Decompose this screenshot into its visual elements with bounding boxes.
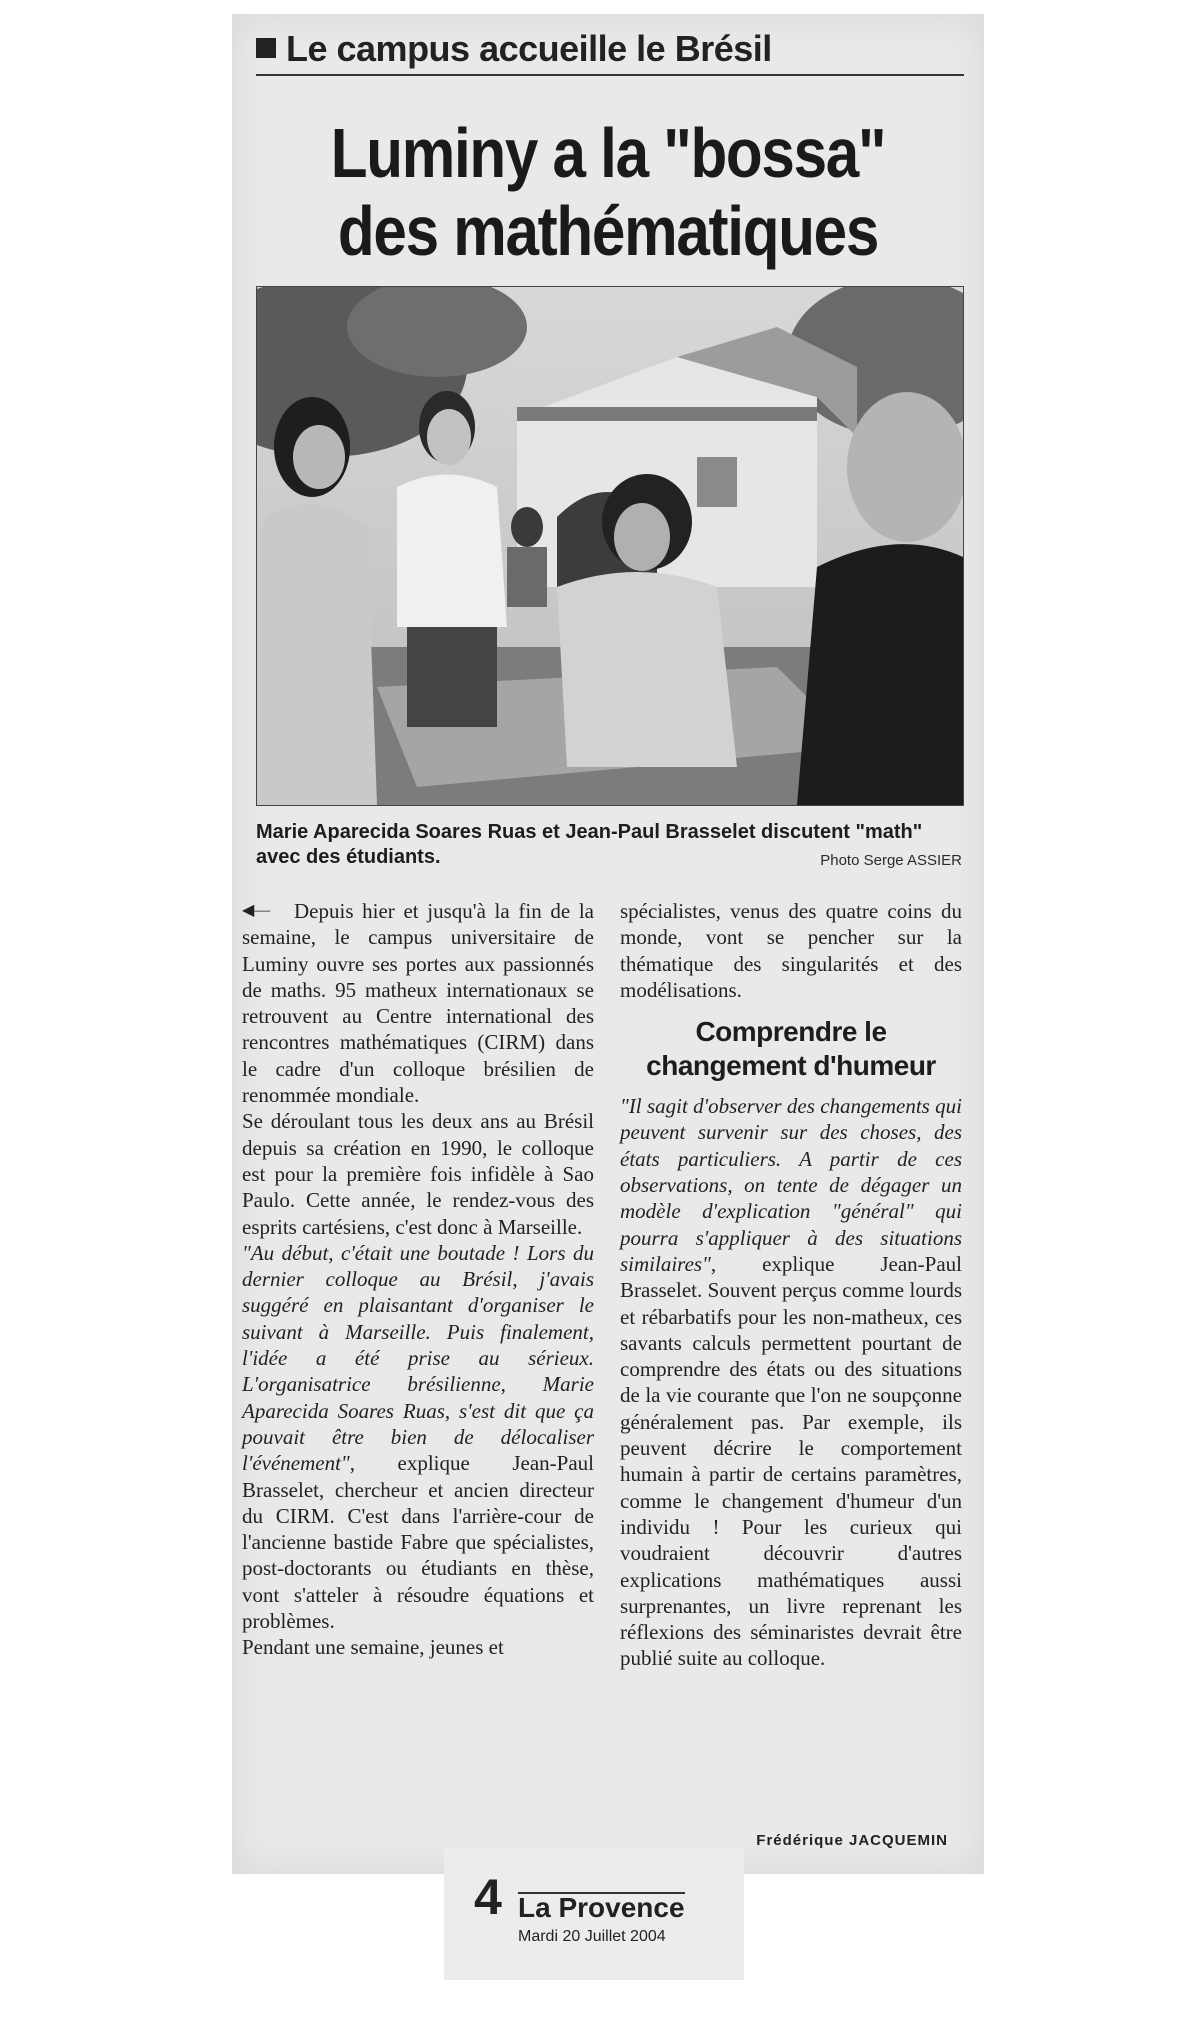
paragraph-1: Depuis hier et jusqu'à la fin de la semaine, le campus universitaire de Luminy ouvre ses portes aux passionnés de maths. 95 matheux internationaux se retrouvent au Centre international des rencontres mathématiques (CIRM) dans le cadre d'un colloque brésilien de renommée mondiale.: [242, 899, 594, 1108]
paragraph-4: Pendant une semaine, jeunes et: [242, 1635, 504, 1660]
paragraph-3: [242, 1240, 594, 1634]
kicker-text: Le campus accueille le Brésil: [286, 28, 772, 69]
author-signature: Frédérique JACQUEMIN: [756, 1832, 948, 1849]
subheading: Comprendre le changement d'humeur: [646, 1016, 936, 1082]
photo-credit: Photo Serge ASSIER: [820, 852, 962, 869]
article-photo: [256, 286, 964, 806]
page-number: 4: [474, 1869, 502, 1925]
publication-date: Mardi 20 Juillet 2004: [518, 1928, 666, 1945]
headline-line-2: des mathématiques: [337, 192, 879, 270]
newspaper-clipping: [232, 14, 984, 1874]
square-bullet-icon: [256, 38, 276, 58]
newspaper-name: La Provence: [518, 1892, 685, 1923]
quote-observation: "Il sagit d'observer des changements qui peuvent survenir sur des choses, des états particuliers. A partir de ces observations, on tente de dégager un modèle d'explication "général" qui pourra s'appliquer à des situations similaires": [620, 1094, 962, 1276]
photo-image: [257, 287, 963, 805]
paragraph-6-rest: , explique Jean-Paul Brasselet. Souvent perçus comme lourds et rébarbatifs pour les non-matheux, ces savants calculs permettent pourtant de comprendre des états ou des situations de la vie courante que l'on ne soupçonne généralement pas. Par exemple, ils peuvent décrire le comportement humain à partir de certains paramètres, comme le changement d'humeur d'un individu ! Pour les curieux qui voudraient découvrir d'autres explications mathématiques aussi surprenantes, un livre reprenant les réflexions des séminaristes devrait être publié suite au colloque.: [620, 1251, 962, 1671]
quote-attribution: , explique Jean-Paul Brasselet, chercheur et ancien directeur du CIRM. C'est dans l'arrière-cour de l'ancienne bastide Fabre que spécialistes, post-doctorants ou étudiants en thèse, vont s'atteler à résoudre équations et problèmes.: [242, 1451, 594, 1634]
headline: [285, 114, 932, 270]
paragraph-5: spécialistes, venus des quatre coins du monde, vont se pencher sur la thématique des singularités et des modélisations.: [620, 899, 962, 1002]
paragraph-2: Se déroulant tous les deux ans au Brésil depuis sa création en 1990, le colloque est pour la première fois infidèle à Sao Paulo. Cette année, le rendez-vous des esprits cartésiens, c'est donc à Marseille.: [242, 1109, 594, 1239]
article-column-1: [242, 898, 594, 1661]
arrow-icon: ◀—: [242, 902, 271, 919]
quote-brasselet: "Au début, c'était une boutade ! Lors du dernier colloque au Brésil, j'avais suggéré en plaisantant d'organiser le suivant à Marseille. Puis finalement, l'idée a été prise au sérieux. L'organisatrice brésilienne, Marie Aparecida Soares Ruas, s'est dit que ça pouvait être bien de délocaliser l'événement": [242, 1240, 594, 1476]
paragraph-6: [620, 1093, 962, 1672]
photo-caption: Marie Aparecida Soares Ruas et Jean-Paul Brasselet discutent "math" avec des étudiants.: [256, 821, 923, 868]
newspaper-footer: [444, 1848, 744, 1980]
article-column-2: [620, 898, 962, 1672]
kicker: [256, 28, 964, 76]
headline-line-1: Luminy a la "bossa": [330, 114, 886, 192]
